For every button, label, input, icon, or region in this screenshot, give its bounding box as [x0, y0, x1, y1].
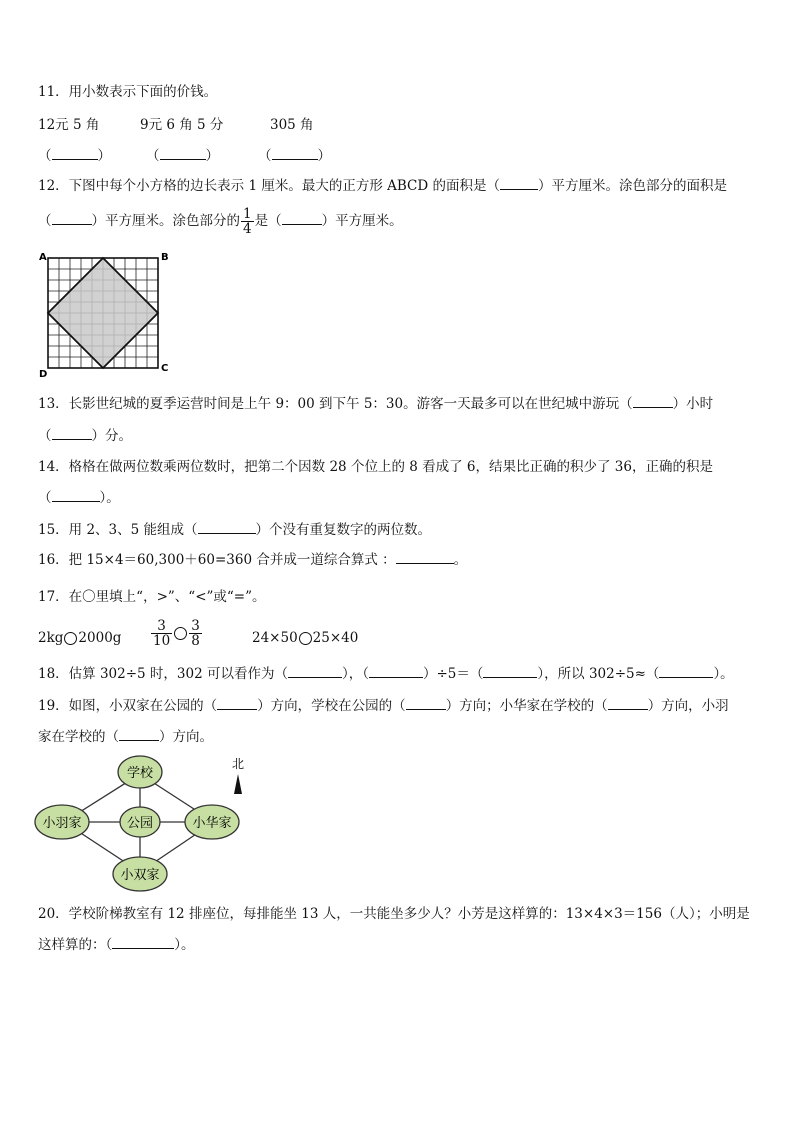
q13-blank-2[interactable] [52, 426, 92, 440]
q20-blank[interactable] [112, 935, 174, 949]
q14-line-1: 14．格格在做两位数乘两位数时，把第二个因数 28 个位上的 8 看成了 6，结果比正确的积少了 36，正确的积是 [38, 459, 713, 475]
q12-grid-figure [36, 250, 176, 382]
north-arrow-icon [234, 774, 242, 794]
compare-circle-3[interactable] [299, 632, 312, 645]
q16-line: 16．把 15×4＝60,300＋60=360 合并成一道综合算式 ： 。 [38, 552, 468, 568]
q11-title: 11．用小数表示下面的价钱。 [38, 84, 218, 100]
q18-blank-2[interactable] [369, 664, 423, 678]
svg-text:小羽家: 小羽家 [42, 816, 82, 831]
north-label: 北 [231, 757, 245, 771]
q17-item-2: $\frac{3}{10}$ $\frac{3}{8}$ [153, 618, 200, 649]
q12-blank-3[interactable] [282, 211, 322, 225]
q19-map-figure [34, 752, 254, 894]
node-xiaohua-home [185, 805, 239, 839]
svg-text:小双家: 小双家 [120, 868, 160, 883]
q19-blank-2[interactable] [406, 696, 446, 710]
q19-blank-3[interactable] [608, 696, 648, 710]
compare-circle-1[interactable] [64, 632, 77, 645]
q17-item-3: 24×50 25×40 [252, 630, 359, 646]
q18-blank-1[interactable] [288, 664, 342, 678]
label-a: A [39, 252, 47, 263]
q18-blank-3[interactable] [483, 664, 537, 678]
q11-answer-1[interactable]: （ ） [38, 148, 111, 164]
q19-line-1: 19．如图，小双家在公园的（ ）方向，学校在公园的（ ）方向；小华家在学校的（ ）方向，小羽 [38, 698, 729, 714]
compare-circle-2[interactable] [174, 627, 187, 640]
svg-text:公园: 公园 [126, 816, 154, 831]
node-park [120, 807, 160, 837]
q17-item-1: 2kg 2000g [38, 630, 122, 646]
label-b: B [161, 252, 169, 263]
q11-item-2: 9元 6 角 5 分 [140, 117, 224, 133]
q19-line-2: 家在学校的（ ）方向。 [38, 729, 213, 745]
q14-blank[interactable] [52, 488, 100, 502]
q12-blank-2[interactable] [52, 211, 92, 225]
q12-blank-1[interactable] [500, 176, 538, 190]
node-school [118, 756, 162, 788]
q13-blank-1[interactable] [633, 394, 673, 408]
shaded-square [48, 258, 158, 368]
q13-line-2: （ ）分。 [38, 428, 132, 444]
q12-line-2: （ ）平方厘米。涂色部分的 $\frac{1}{4}$ 是（ ）平方厘米。 [38, 206, 403, 237]
label-c: C [161, 363, 169, 374]
q18-blank-4[interactable] [659, 664, 713, 678]
node-xiaoyu-home [35, 805, 89, 839]
q13-line-1: 13．长影世纪城的夏季运营时间是上午 9：00 到下午 5：30。游客一天最多可以在世纪城中游玩（ ）小时 [38, 396, 714, 412]
q16-blank[interactable] [396, 550, 454, 564]
q15-line: 15．用 2、3、5 能组成（ ）个没有重复数字的两位数。 [38, 522, 432, 538]
q11-item-1: 12元 5 角 [38, 117, 100, 133]
q19-blank-1[interactable] [217, 696, 257, 710]
svg-text:学校: 学校 [126, 766, 154, 781]
q20-line-2: 这样算的：（ ）。 [38, 937, 195, 953]
q14-line-2: （ ）。 [38, 490, 120, 506]
q12-line-1: 12．下图中每个小方格的边长表示 1 厘米。最大的正方形 ABCD 的面积是（ ）平方厘米。涂色部分的面积是 [38, 178, 728, 194]
q19-blank-4[interactable] [119, 727, 159, 741]
q17-title: 17．在〇里填上“，>”、“<”或“=”。 [38, 589, 266, 605]
q15-blank[interactable] [198, 520, 256, 534]
q18-line: 18．估算 302÷5 时，302 可以看作为（ ），（ ）÷5＝（ ），所以 302÷5≈（ ）。 [38, 666, 734, 682]
svg-text:小华家: 小华家 [192, 816, 232, 831]
q12-fraction: $\frac{1}{4}$ [243, 206, 252, 237]
q11-answer-2[interactable]: （ ） [146, 148, 219, 164]
label-d: D [39, 369, 48, 380]
q11-answer-3[interactable]: （ ） [258, 148, 331, 164]
q11-item-3: 305 角 [270, 117, 314, 133]
node-xiaoshuang-home [113, 857, 167, 891]
q20-line-1: 20．学校阶梯教室有 12 排座位，每排能坐 13 人，一共能坐多少人？小芳是这样算的：13×4×3＝156（人）；小明是 [38, 906, 750, 922]
